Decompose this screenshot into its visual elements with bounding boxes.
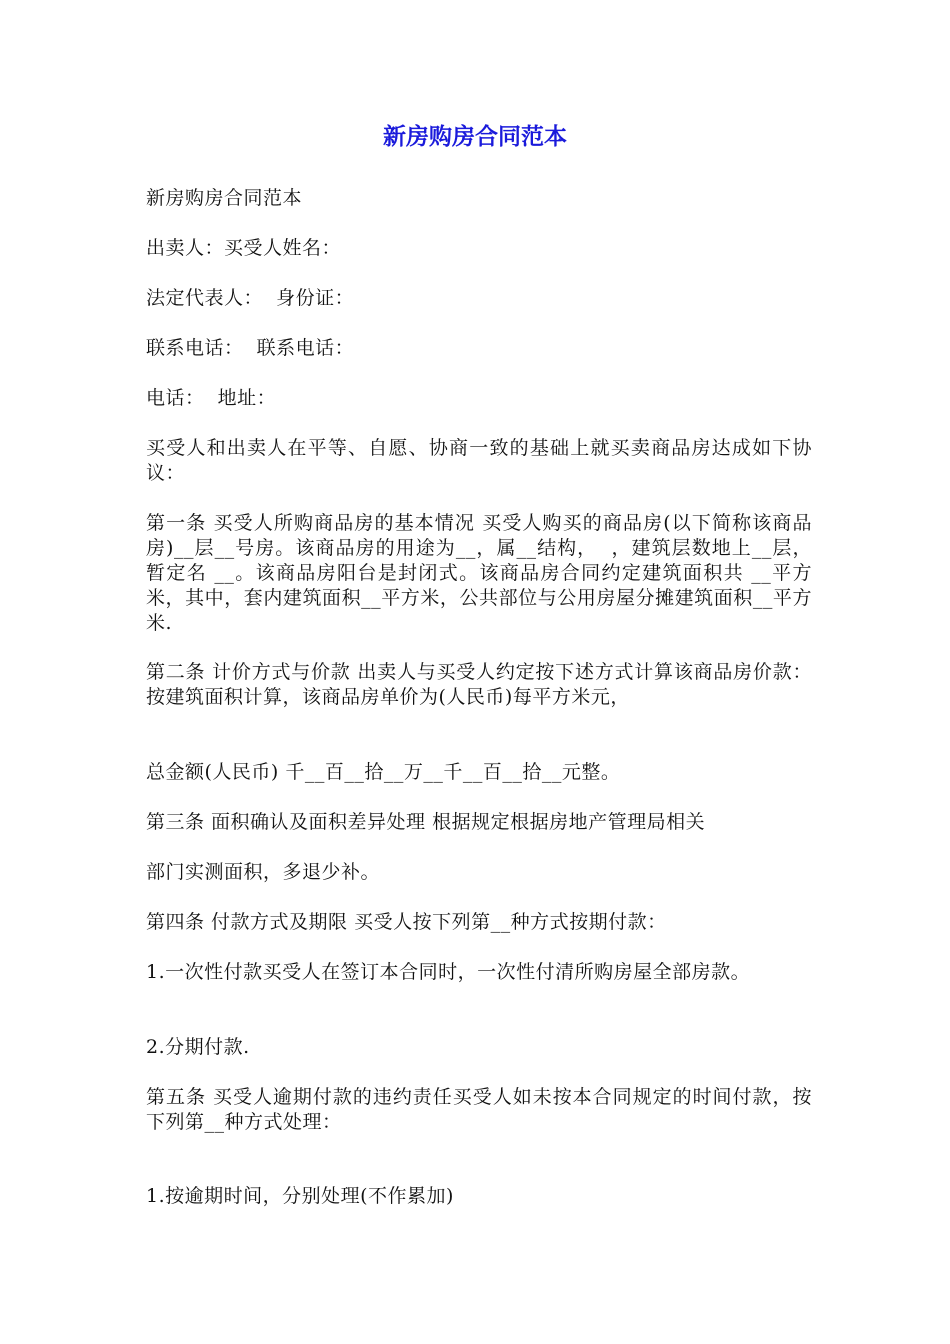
paragraph-agreement-intro: 买受人和出卖人在平等、自愿、协商一致的基础上就买卖商品房达成如下协议： (146, 437, 812, 484)
paragraph-phone-address: 电话： 地址： (146, 387, 277, 409)
paragraph-lump-sum: 1.一次性付款买受人在签订本合同时，一次性付清所购房屋全部房款。 (146, 961, 751, 983)
paragraph-article-1: 第一条 买受人所购商品房的基本情况 买受人购买的商品房(以下简称该商品房)__层__号房。该商品房的用途为__，属__结构， ，建筑层数地上__层，暂定名 __。该商品房阳台是封闭式。该商品房合同约定建筑面积共 __平方米，其中，套内建筑面积__平方米，公共部位与公用房屋分摊建筑面积__平方米. (146, 512, 812, 634)
paragraph-installment: 2.分期付款. (146, 1036, 250, 1058)
paragraph-contact-phone: 联系电话： 联系电话： (146, 337, 355, 359)
paragraph-heading: 新房购房合同范本 (146, 187, 303, 209)
paragraph-article-2: 第二条 计价方式与价款 出卖人与买受人约定按下述方式计算该商品房价款： 按建筑面积计算，该商品房单价为(人民币)每平方米元， (146, 661, 819, 708)
paragraph-overdue-handling: 1.按逾期时间，分别处理(不作累加) (146, 1185, 454, 1207)
paragraph-article-5: 第五条 买受人逾期付款的违约责任买受人如未按本合同规定的时间付款，按下列第__种方式处理： (146, 1086, 812, 1133)
paragraph-seller-buyer: 出卖人：买受人姓名： (146, 237, 342, 259)
paragraph-article-4: 第四条 付款方式及期限 买受人按下列第__种方式按期付款： (146, 911, 667, 933)
paragraph-article-3: 第三条 面积确认及面积差异处理 根据规定根据房地产管理局相关 (146, 811, 706, 833)
paragraph-legal-rep: 法定代表人： 身份证： (146, 287, 355, 309)
document-title: 新房购房合同范本 (383, 124, 567, 150)
paragraph-article-3-cont: 部门实测面积，多退少补。 (146, 861, 381, 883)
paragraph-total-amount: 总金额(人民币) 千__百__拾__万__千__百__拾__元整。 (146, 761, 621, 783)
